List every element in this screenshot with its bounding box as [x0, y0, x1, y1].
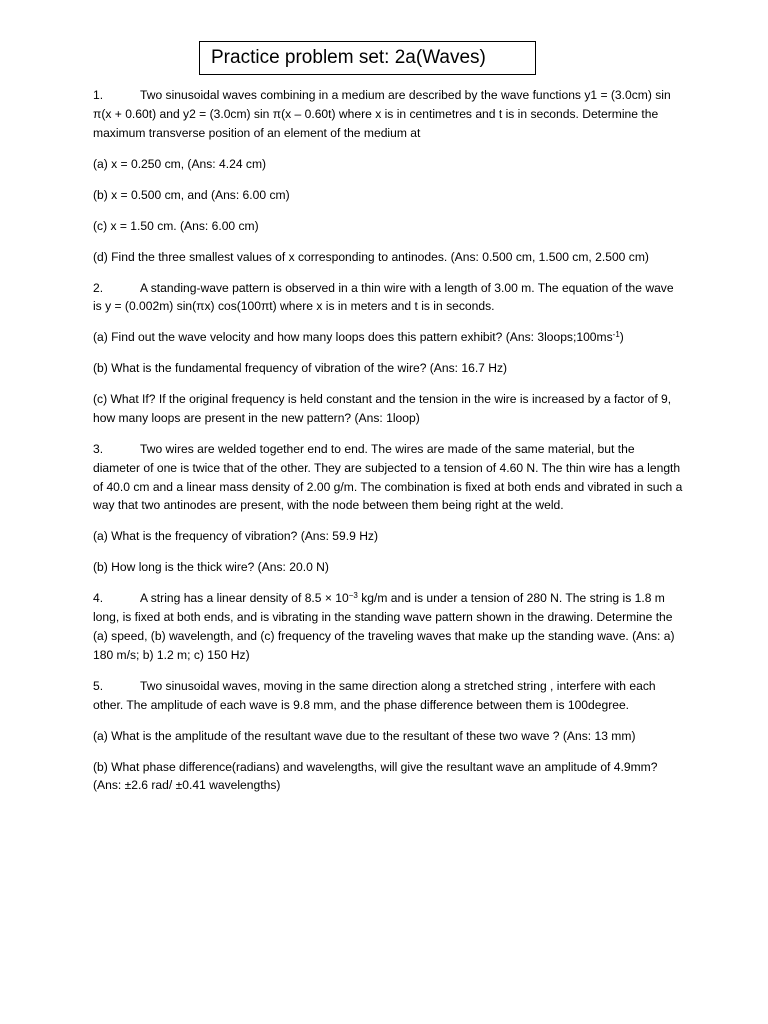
page-title: Practice problem set: 2a(Waves): [211, 47, 486, 68]
problem-1-part-d: (d) Find the three smallest values of x corresponding to antinodes. (Ans: 0.500 cm, 1.500 cm, 2.500 cm): [93, 249, 649, 264]
problem-3: [93, 440, 683, 515]
title-box: [199, 41, 536, 75]
problem-number: 4.: [93, 591, 104, 606]
problem-text: A string has a linear density of 8.5 × 10: [140, 591, 349, 606]
part-text-end: ): [619, 330, 624, 345]
problem-3-part-a: (a) What is the frequency of vibration? (Ans: 59.9 Hz): [93, 529, 379, 544]
problem-text: A standing-wave pattern is observed in a thin wire with a length of 3.00 m. The equation of the wave is y = (0.002m) sin(πx) cos(100πt) where x is in meters and t is in seconds.: [93, 280, 674, 314]
problem-number: 5.: [93, 678, 104, 693]
problem-text: Two sinusoidal waves, moving in the same direction along a stretched string , interfere with each other. The amplitude of each wave is 9.8 mm, and the phase difference between them is 100degree.: [93, 678, 656, 712]
superscript: -1: [612, 330, 620, 340]
problem-5-part-b: (b) What phase difference(radians) and wavelengths, will give the resultant wave an amplitude of 4.9mm? (Ans: ±2.6 rad/ ±0.41 wavelengths): [93, 759, 658, 793]
problem-1-part-b: (b) x = 0.500 cm, and (Ans: 6.00 cm): [93, 187, 290, 202]
superscript: −3: [348, 591, 358, 601]
problem-2-part-b: (b) What is the fundamental frequency of vibration of the wire? (Ans: 16.7 Hz): [93, 361, 508, 376]
problem-text-cont: kg/m and is under a tension of 280 N. The string is 1.8 m long, is fixed at both ends, and is vibrating in the standing wave pattern shown in the drawing. Determine the (a) speed, (b) wavelength, and (c) frequency of the traveling waves that make up the standing wave. (Ans: a) 180 m/s; b) 1.2 m; c) 150 Hz): [93, 591, 675, 662]
part-text: (a) Find out the wave velocity and how many loops does this pattern exhibit? (Ans: 3loops;100ms: [93, 330, 613, 345]
problem-number: 3.: [93, 442, 104, 457]
problem-1: [93, 86, 683, 142]
problem-5: [93, 677, 683, 715]
problem-number: 2.: [93, 280, 104, 295]
problem-1-part-c: (c) x = 1.50 cm. (Ans: 6.00 cm): [93, 218, 259, 233]
problem-4: [93, 589, 683, 664]
problem-5-part-a: (a) What is the amplitude of the resultant wave due to the resultant of these two wave ? (Ans: 13 mm): [93, 728, 636, 743]
problem-list: [93, 86, 683, 807]
problem-text: Two sinusoidal waves combining in a medium are described by the wave functions y1 = (3.0cm) sin π(x + 0.60t) and y2 = (3.0cm) sin π(x – 0.60t) where x is in centimetres and t is in seconds. Determine the maximum transverse position of an element of the medium at: [93, 88, 671, 140]
problem-2-part-c: (c) What If? If the original frequency is held constant and the tension in the wire is increased by a factor of 9, how many loops are present in the new pattern? (Ans: 1loop): [93, 392, 672, 426]
problem-1-part-a: (a) x = 0.250 cm, (Ans: 4.24 cm): [93, 156, 267, 171]
problem-3-part-b: (b) How long is the thick wire? (Ans: 20.0 N): [93, 560, 329, 575]
problem-text: Two wires are welded together end to end. The wires are made of the same material, but the diameter of one is twice that of the other. They are subjected to a tension of 4.60 N. The thin wire has a length of 40.0 cm and a linear mass density of 2.00 g/m. The combination is fixed at both ends and vibrated in such a way that two antinodes are present, with the node between them being right at the weld.: [93, 442, 683, 513]
problem-number: 1.: [93, 88, 104, 102]
problem-2: [93, 279, 683, 317]
problem-2-part-a: [93, 328, 683, 347]
